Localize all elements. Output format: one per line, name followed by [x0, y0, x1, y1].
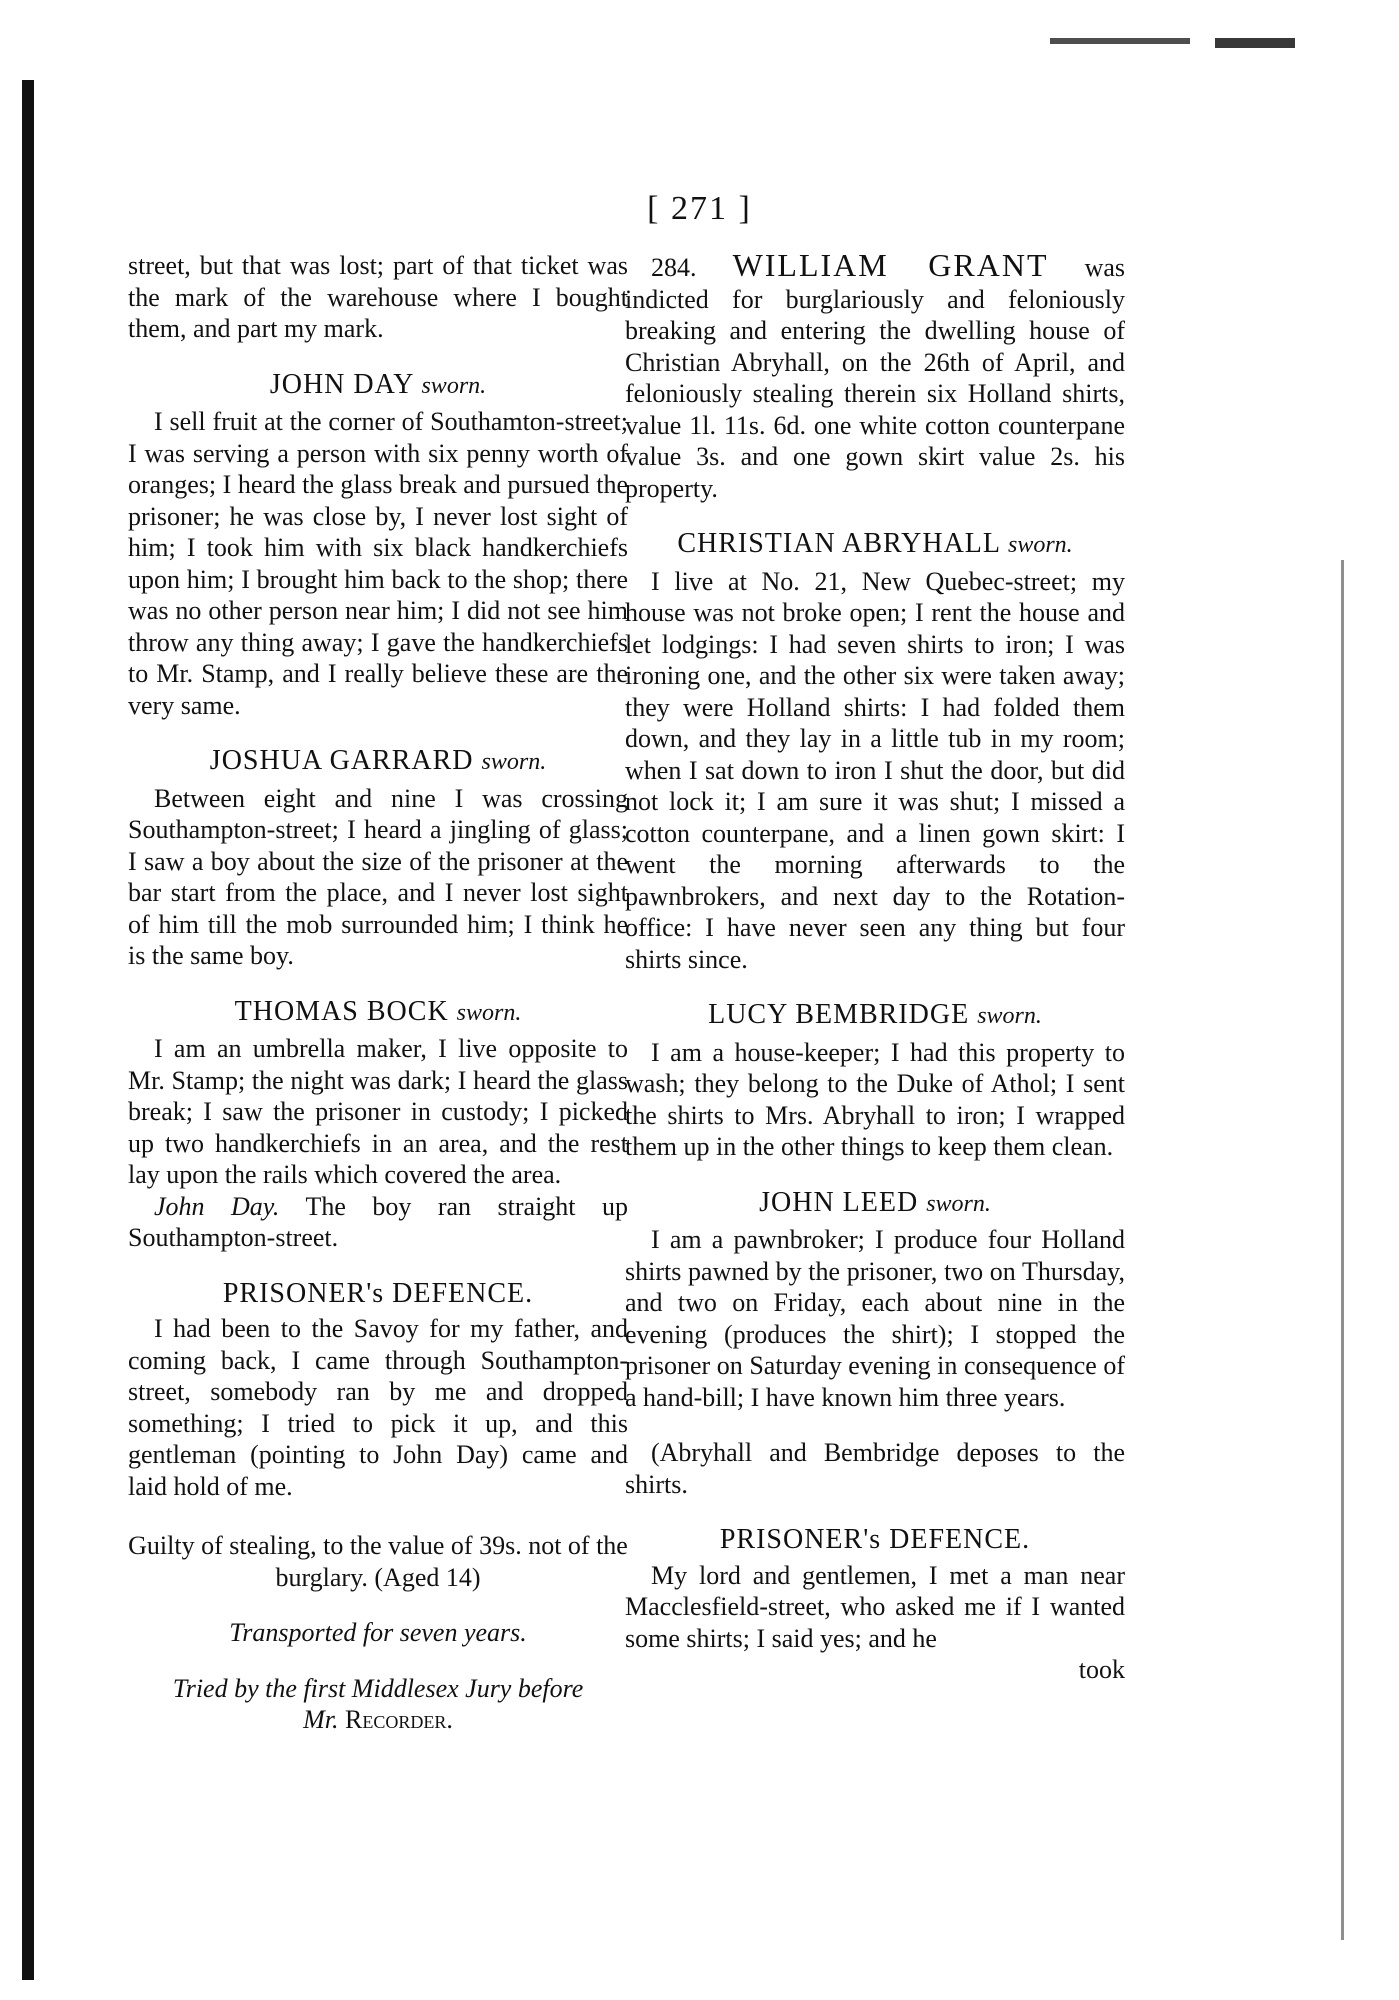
sentence: Transported for seven years.: [229, 1618, 527, 1647]
defendant-name: WILLIAM GRANT: [732, 247, 1049, 283]
witness-heading: [128, 369, 628, 403]
right-column: [625, 247, 1126, 1686]
witness-name: JOSHUA GARRARD: [209, 745, 474, 776]
witness-heading: [128, 996, 628, 1030]
case-header: [625, 247, 1126, 504]
sworn-label: sworn.: [977, 1003, 1042, 1029]
jury-line: Tried by the first Middlesex Jury before: [172, 1673, 584, 1703]
verdict: Guilty of stealing, to the value of 39s. not of the burglary. (Aged 14): [128, 1531, 628, 1592]
scan-noise-top-right: [1215, 38, 1295, 48]
witness-heading: [625, 999, 1125, 1033]
recorder: Recorder.: [345, 1705, 453, 1734]
witness-name: LUCY BEMBRIDGE: [708, 999, 970, 1030]
page-number: [ 271 ]: [647, 190, 752, 227]
case-number: 284.: [651, 253, 697, 282]
witness-name: CHRISTIAN ABRYHALL: [677, 528, 1000, 559]
testimony: I am a pawnbroker; I produce four Holland shirts pawned by the prisoner, two on Thursday, and two on Friday, each about nine in the evening (produces the shirt); I stopped the prisoner on Saturday evening in consequence of a hand-bill; I have known him three years.: [625, 1225, 1125, 1412]
witness-name: JOHN DAY: [269, 368, 414, 400]
testimony: [128, 1191, 628, 1254]
indictment-text: was indicted for burglariously and feloniously breaking and entering the dwelling house of Christian Abryhall, on the 26th of April, and feloniously stealing therein six Holland shirts, value 1l. 11s. 6d. one white cotton counterpane value 3s. and one gown skirt value 2s. his property.: [625, 253, 1126, 503]
testimony: I sell fruit at the corner of Southamton-street; I was serving a person with six penny worth of oranges; I heard the glass break and pursued the prisoner; he was close by, I never lost sight of him; I took him with six black handkerchiefs upon him; I brought him back to the shop; there was no other person near him; I did not see him throw any thing away; I gave the handkerchiefs to Mr. Stamp, and I really believe these are the very same.: [128, 407, 628, 720]
jury-line: Mr.: [303, 1705, 346, 1734]
testimony: I am an umbrella maker, I live opposite to Mr. Stamp; the night was dark; I heard the glass break; I saw the prisoner in custody; I picked up two handkerchiefs in an area, and the rest lay upon the rails which covered the area.: [128, 1034, 628, 1189]
defence-heading: PRISONER's DEFENCE.: [719, 1524, 1031, 1555]
scan-noise-top: [1050, 38, 1190, 44]
sworn-label: sworn.: [926, 1190, 991, 1217]
scan-border-left: [22, 80, 34, 1980]
paragraph: street, but that was lost; part of that ticket was the mark of the warehouse where I bought them, and part my mark.: [128, 251, 628, 343]
sworn-label: sworn.: [1007, 532, 1073, 558]
witness-name: JOHN LEED: [759, 1186, 919, 1218]
deposition-note: (Abryhall and Bembridge deposes to the shirts.: [625, 1438, 1125, 1499]
testimony: I am a house-keeper; I had this property to wash; they belong to the Duke of Athol; I sent the shirts to Mrs. Abryhall to iron; I wrapped them up in the other things to keep them clean.: [625, 1037, 1125, 1161]
speaker-name: John Day.: [154, 1191, 280, 1221]
witness-heading: [625, 528, 1125, 562]
witness-name: THOMAS BOCK: [234, 995, 449, 1027]
jury-note: [128, 1673, 628, 1736]
sworn-label: sworn.: [421, 372, 487, 399]
witness-heading: [625, 1187, 1125, 1221]
sworn-label: sworn.: [481, 749, 547, 775]
testimony: I live at No. 21, New Quebec-street; my house was not broke open; I rent the house and let lodgings: I had seven shirts to iron; I was ironing one, and the other six were taken away; they were Holland shirts: I had folded them down, and they lay in a little tub in my room; when I sat down to iron I shut the door, but did not lock it; I am sure it was shut; I missed a cotton counterpane, and a linen gown skirt: I went the morning afterwards to the pawnbrokers, and next day to the Rotation-office: I have never seen any thing but four shirts since.: [625, 566, 1125, 974]
sworn-label: sworn.: [456, 999, 522, 1026]
defence-text: My lord and gentlemen, I met a man near Macclesfield-street, who asked me if I wanted some shirts; I said yes; and he: [625, 1560, 1125, 1653]
witness-heading: [128, 745, 628, 779]
testimony-text: The boy ran straight up Southampton-street.: [128, 1191, 629, 1252]
left-column: [128, 250, 628, 1736]
defence-heading: PRISONER's DEFENCE.: [222, 1277, 534, 1309]
defence-text: I had been to the Savoy for my father, and coming back, I came through Southampton-street, somebody ran by me and dropped something; I tried to pick it up, and this gentleman (pointing to John Day) came and laid hold of me.: [128, 1314, 628, 1501]
testimony: Between eight and nine I was crossing Southampton-street; I heard a jingling of glass; I saw a boy about the size of the prisoner at the bar start from the place, and I never lost sight of him till the mob surrounded him; I think he is the same boy.: [128, 783, 628, 970]
catchword: took: [1078, 1655, 1125, 1684]
scan-border-right: [1341, 560, 1344, 1940]
